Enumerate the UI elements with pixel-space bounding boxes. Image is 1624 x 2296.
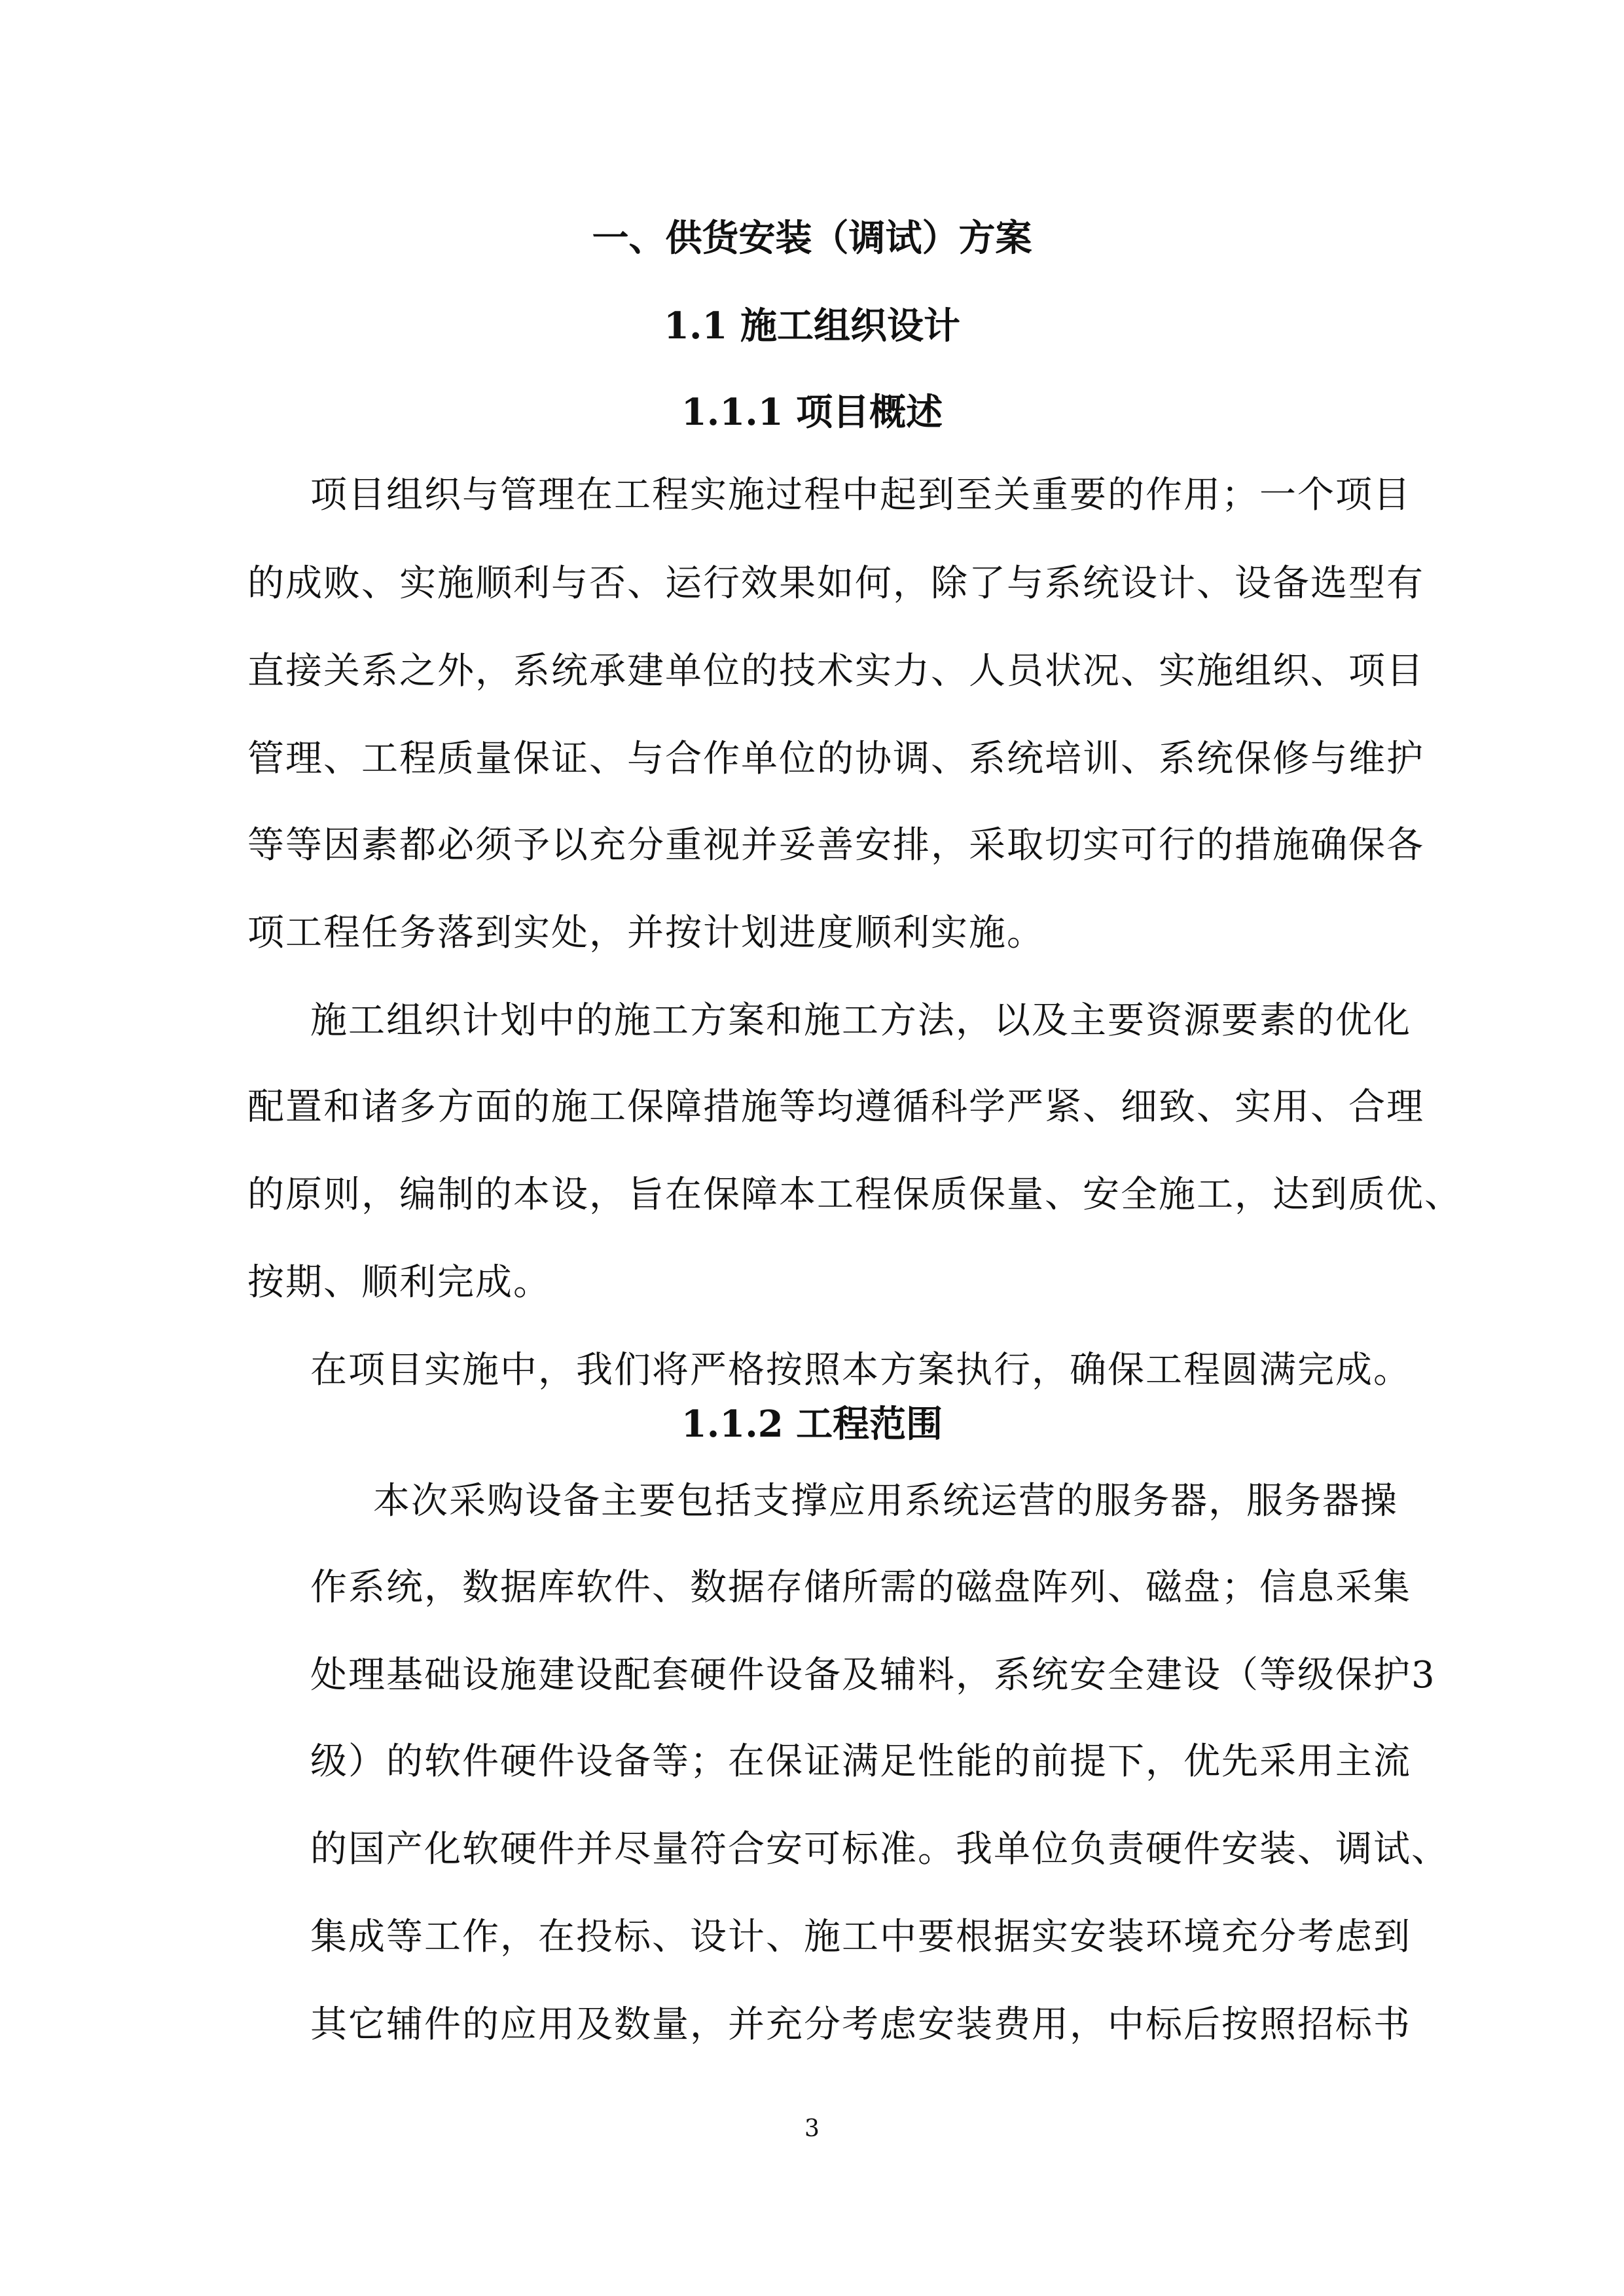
paragraph-line: 其它辅件的应用及数量，并充分考虑安装费用，中标后按照招标书 <box>310 2003 1411 2046</box>
section-heading: 一、供货安装（调试）方案 <box>592 217 1032 260</box>
subsection-heading: 1.1 施工组织设计 <box>664 304 960 348</box>
paragraph-line: 作系统，数据库软件、数据存储所需的磁盘阵列、磁盘；信息采集 <box>310 1566 1411 1609</box>
paragraph-line: 施工组织计划中的施工方案和施工方法，以及主要资源要素的优化 <box>310 999 1411 1042</box>
subsubsection-heading-scope: 1.1.2 工程范围 <box>681 1403 943 1446</box>
paragraph-line: 级）的软件硬件设备等；在保证满足性能的前提下，优先采用主流 <box>310 1740 1411 1783</box>
paragraph-line: 项目组织与管理在工程实施过程中起到至关重要的作用；一个项目 <box>310 474 1411 516</box>
paragraph-line: 配置和诸多方面的施工保障措施等均遵循科学严紧、细致、实用、合理 <box>247 1086 1424 1128</box>
paragraph-line: 在项目实施中，我们将严格按照本方案执行，确保工程圆满完成。 <box>310 1349 1411 1391</box>
paragraph-line: 直接关系之外，系统承建单位的技术实力、人员状况、实施组织、项目 <box>247 650 1424 692</box>
subsubsection-heading-overview: 1.1.1 项目概述 <box>681 391 943 434</box>
paragraph-line: 处理基础设施建设配套硬件设备及辅料，系统安全建设（等级保护3 <box>310 1654 1436 1696</box>
paragraph-line: 的国产化软硬件并尽量符合安可标准。我单位负责硬件安装、调试、 <box>310 1828 1449 1871</box>
paragraph-line: 集成等工作，在投标、设计、施工中要根据实安装环境充分考虑到 <box>310 1916 1411 1958</box>
paragraph-line: 项工程任务落到实处，并按计划进度顺利实施。 <box>247 912 1045 954</box>
page-number: 3 <box>804 2115 820 2142</box>
paragraph-line: 管理、工程质量保证、与合作单位的协调、系统培训、系统保修与维护 <box>247 738 1424 780</box>
paragraph-line: 本次采购设备主要包括支撑应用系统运营的服务器，服务器操 <box>373 1480 1398 1522</box>
paragraph-line: 的原则，编制的本设，旨在保障本工程保质保量、安全施工，达到质优、 <box>247 1174 1462 1216</box>
paragraph-line: 等等因素都必须予以充分重视并妥善安排，采取切实可行的措施确保各 <box>247 824 1424 867</box>
paragraph-line: 按期、顺利完成。 <box>247 1261 551 1304</box>
paragraph-line: 的成败、实施顺利与否、运行效果如何，除了与系统设计、设备选型有 <box>247 562 1424 605</box>
